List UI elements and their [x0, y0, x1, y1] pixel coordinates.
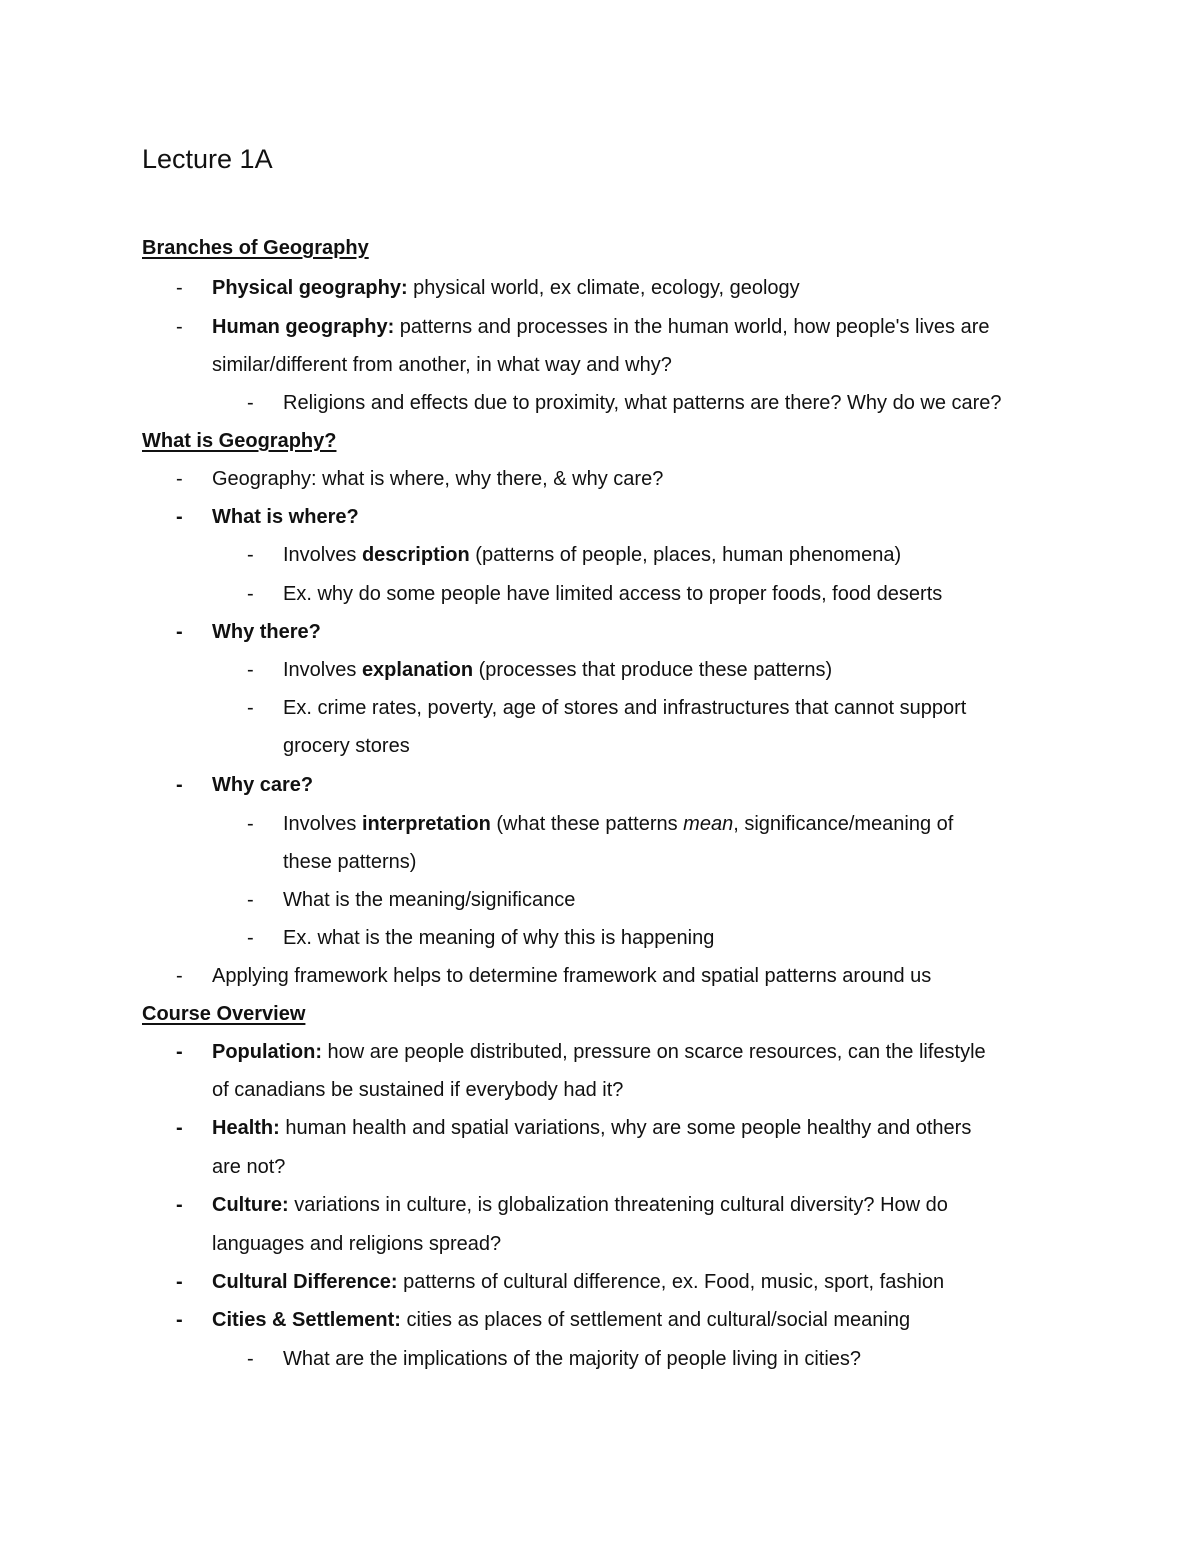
text-segment: (what these patterns: [490, 813, 684, 835]
text-segment: Involves: [283, 544, 362, 566]
term-text: physical world, ex climate, ecology, geology: [407, 277, 800, 299]
list-item-health: [212, 1115, 971, 1141]
bullet-dash: -: [247, 889, 254, 911]
bullet-dash: -: [247, 544, 254, 566]
list-item-human-geography: [212, 314, 990, 340]
list-item-involves-description: [283, 542, 901, 568]
heading-branches-of-geography: Branches of Geography: [142, 237, 369, 259]
term-text: variations in culture, is globalization threatening cultural diversity? How do: [288, 1194, 948, 1216]
bold-term: description: [361, 544, 470, 566]
bullet-dash: -: [247, 927, 254, 949]
list-item-crime-rates-example: Ex. crime rates, poverty, age of stores and infrastructures that cannot support: [283, 697, 967, 719]
list-item-population-cont: of canadians be sustained if everybody had it?: [212, 1079, 624, 1101]
bullet-dash: -: [176, 506, 183, 528]
bullet-dash: -: [176, 1309, 183, 1331]
term-label: Population:: [212, 1041, 322, 1063]
italic-term: mean: [683, 813, 734, 835]
bullet-dash: -: [176, 277, 183, 299]
bullet-dash: -: [176, 468, 183, 490]
list-item-involves-interpretation-cont: these patterns): [283, 851, 417, 873]
list-item-food-deserts-example: Ex. why do some people have limited access to proper foods, food deserts: [283, 583, 943, 605]
bullet-dash: -: [176, 1041, 183, 1063]
list-item-involves-explanation: [283, 657, 832, 683]
bullet-dash: -: [247, 392, 254, 414]
list-item-meaning-example: Ex. what is the meaning of why this is happening: [283, 927, 715, 949]
bullet-dash: -: [176, 316, 183, 338]
list-item-culture: [212, 1192, 948, 1218]
term-text: patterns and processes in the human world, how people's lives are: [394, 316, 990, 338]
list-item-crime-rates-example-cont: grocery stores: [283, 735, 410, 757]
term-label: Why there?: [212, 621, 321, 643]
list-item-human-geography-cont: similar/different from another, in what way and why?: [212, 354, 672, 376]
bullet-dash: -: [247, 1348, 254, 1370]
text-segment: Involves: [283, 659, 362, 681]
text-segment: (patterns of people, places, human phenomena): [469, 544, 902, 566]
list-item-culture-cont: languages and religions spread?: [212, 1233, 502, 1255]
heading-what-is-geography: What is Geography?: [142, 430, 337, 452]
list-item-involves-interpretation: [283, 811, 953, 837]
term-text: how are people distributed, pressure on scarce resources, can the lifestyle: [321, 1041, 986, 1063]
term-label: Physical geography:: [212, 277, 408, 299]
term-label: Human geography:: [212, 316, 395, 338]
text-segment: (processes that produce these patterns): [473, 659, 833, 681]
page-title: Lecture 1A: [142, 144, 273, 174]
list-item-applying-framework: Applying framework helps to determine framework and spatial patterns around us: [212, 965, 932, 987]
heading-course-overview: Course Overview: [142, 1003, 306, 1025]
list-item-cities-settlement: [212, 1307, 910, 1333]
term-label: Cultural Difference:: [212, 1271, 398, 1293]
bold-term: interpretation: [361, 813, 491, 835]
list-item-population: [212, 1039, 986, 1065]
list-item-geography-definition: Geography: what is where, why there, & why care?: [212, 468, 664, 490]
text-segment: , significance/meaning of: [733, 813, 954, 835]
term-label: Culture:: [212, 1194, 289, 1216]
list-item-physical-geography: [212, 275, 800, 301]
term-label: What is where?: [212, 506, 359, 528]
bullet-dash: -: [176, 1271, 183, 1293]
list-item-health-cont: are not?: [212, 1156, 286, 1178]
bullet-dash: -: [176, 1194, 183, 1216]
term-text: human health and spatial variations, why are some people healthy and others: [279, 1117, 972, 1139]
bullet-dash: -: [247, 813, 254, 835]
list-item-cultural-difference: [212, 1269, 944, 1295]
list-item-religions: Religions and effects due to proximity, what patterns are there? Why do we care?: [283, 392, 1002, 414]
text-segment: Involves: [283, 813, 362, 835]
bullet-dash: -: [176, 1117, 183, 1139]
bullet-dash: -: [176, 774, 183, 796]
list-item-what-is-where: [212, 504, 359, 530]
term-label: Cities & Settlement:: [212, 1309, 401, 1331]
term-text: patterns of cultural difference, ex. Food, music, sport, fashion: [397, 1271, 945, 1293]
list-item-why-care: [212, 772, 313, 798]
term-text: cities as places of settlement and cultural/social meaning: [400, 1309, 911, 1331]
term-label: Why care?: [212, 774, 314, 796]
list-item-meaning-significance: What is the meaning/significance: [283, 889, 576, 911]
list-item-cities-implications: What are the implications of the majority of people living in cities?: [283, 1348, 862, 1370]
bullet-dash: -: [176, 621, 183, 643]
term-label: Health:: [212, 1117, 280, 1139]
bullet-dash: -: [247, 659, 254, 681]
bullet-dash: -: [247, 583, 254, 605]
bullet-dash: -: [247, 697, 254, 719]
list-item-why-there: [212, 619, 321, 645]
bold-term: explanation: [361, 659, 474, 681]
bullet-dash: -: [176, 965, 183, 987]
